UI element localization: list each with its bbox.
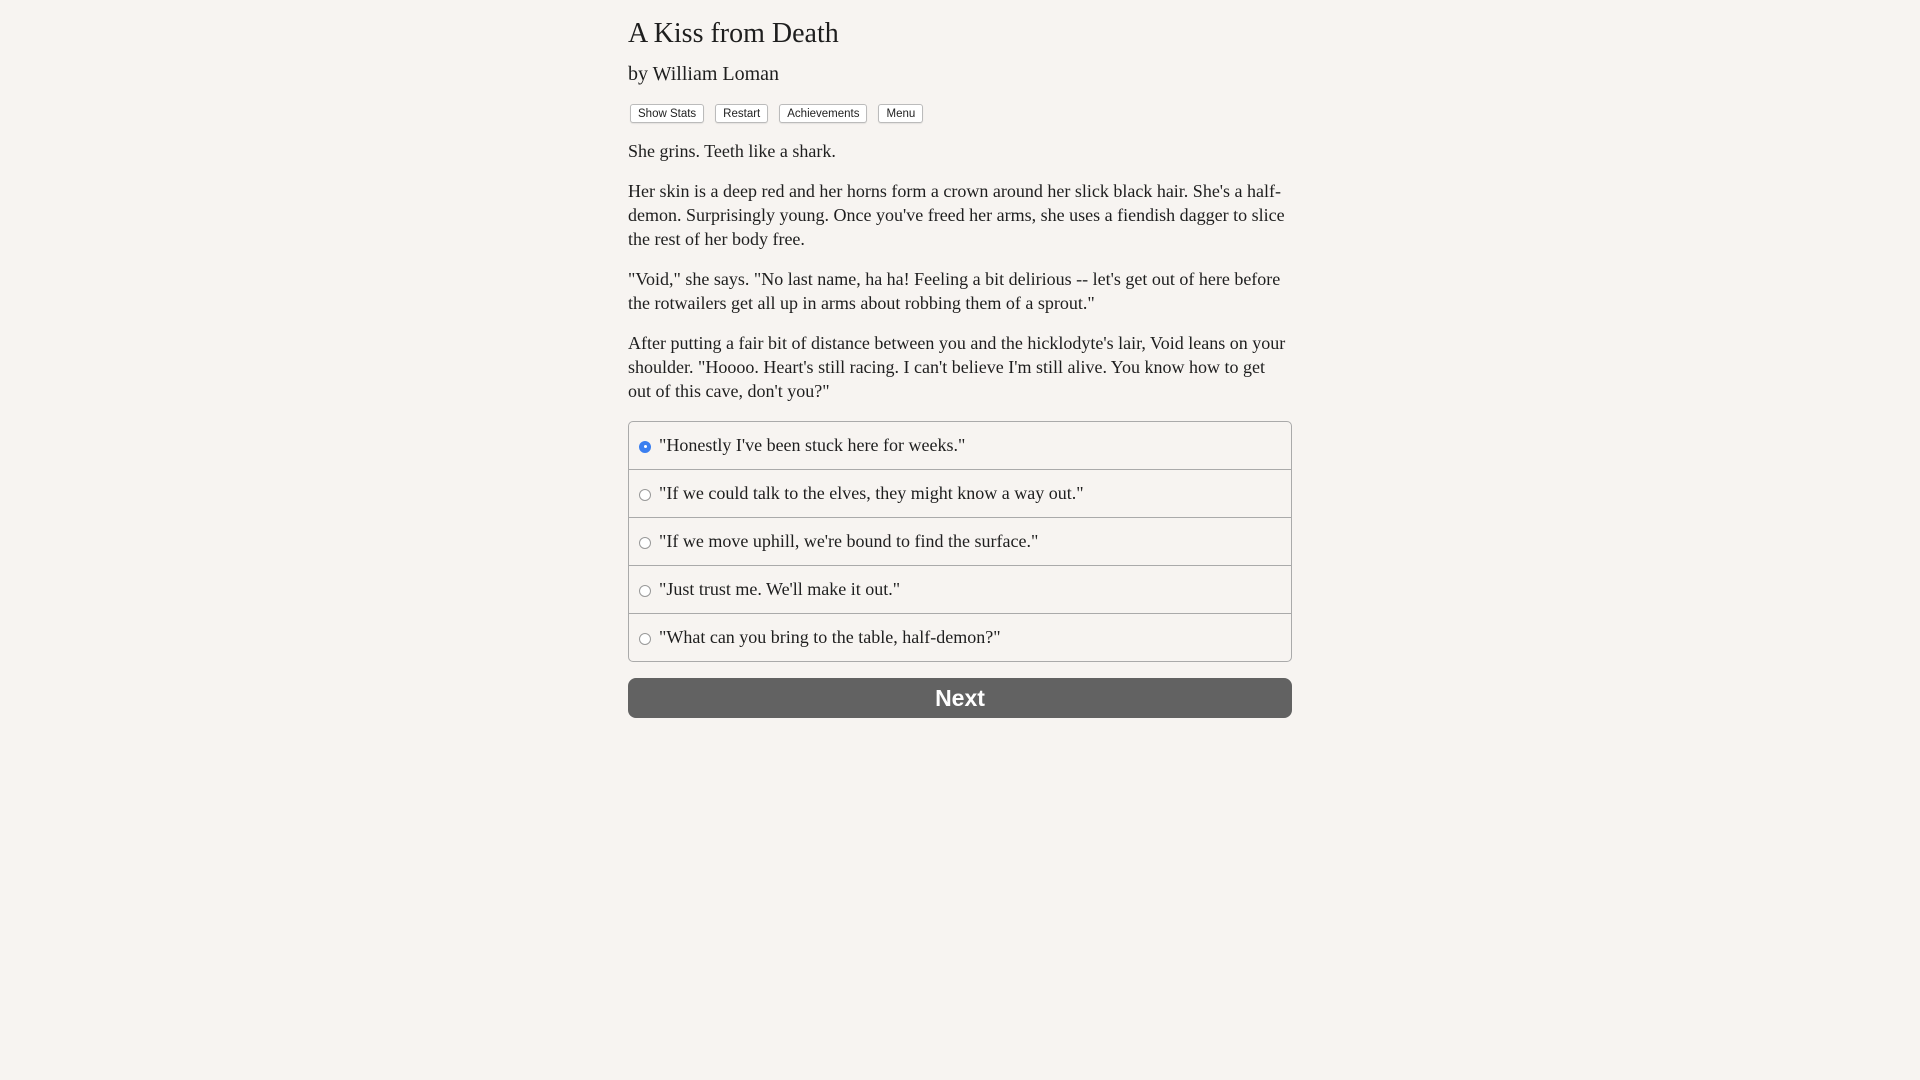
toolbar — [630, 104, 923, 123]
story-paragraph: She grins. Teeth like a shark. — [628, 141, 836, 161]
choice-list — [628, 421, 1292, 662]
radio-icon[interactable] — [639, 537, 651, 549]
choice-option[interactable] — [629, 565, 1291, 613]
game-title: A Kiss from Death — [628, 18, 839, 49]
choice-option[interactable] — [629, 517, 1291, 565]
choice-label: "What can you bring to the table, half-demon?" — [659, 627, 1001, 647]
choice-option[interactable] — [629, 613, 1291, 661]
show-stats-button[interactable]: Show Stats — [630, 104, 704, 123]
story-paragraph: Her skin is a deep red and her horns form a crown around her slick black hair. She's a half-demon. Surprisingly young. Once you've freed her arms, she uses a fiendish dagger to slice the rest of her body free. — [628, 181, 1285, 249]
story-text — [628, 139, 1292, 419]
radio-selected-icon[interactable] — [639, 441, 651, 453]
choice-label: "Honestly I've been stuck here for weeks." — [659, 435, 966, 455]
choice-label: "If we move uphill, we're bound to find the surface." — [659, 531, 1039, 551]
game-author: by William Loman — [628, 63, 780, 85]
choice-option[interactable] — [629, 469, 1291, 517]
radio-icon[interactable] — [639, 585, 651, 597]
radio-icon[interactable] — [639, 489, 651, 501]
choice-label: "Just trust me. We'll make it out." — [659, 579, 901, 599]
choice-option[interactable] — [629, 422, 1291, 469]
choice-label: "If we could talk to the elves, they might know a way out." — [659, 483, 1084, 503]
menu-button[interactable]: Menu — [878, 104, 923, 123]
story-paragraph: "Void," she says. "No last name, ha ha! Feeling a bit delirious -- let's get out of here before the rotwailers get all up in arms about robbing them of a sprout." — [628, 269, 1281, 313]
restart-button[interactable]: Restart — [715, 104, 768, 123]
next-button[interactable]: Next — [628, 678, 1292, 718]
radio-icon[interactable] — [639, 633, 651, 645]
story-paragraph: After putting a fair bit of distance between you and the hicklodyte's lair, Void leans on your shoulder. "Hoooo. Heart's still racing. I can't believe I'm still alive. You know how to get out of this cave, don't you?" — [628, 333, 1286, 401]
achievements-button[interactable]: Achievements — [779, 104, 867, 123]
